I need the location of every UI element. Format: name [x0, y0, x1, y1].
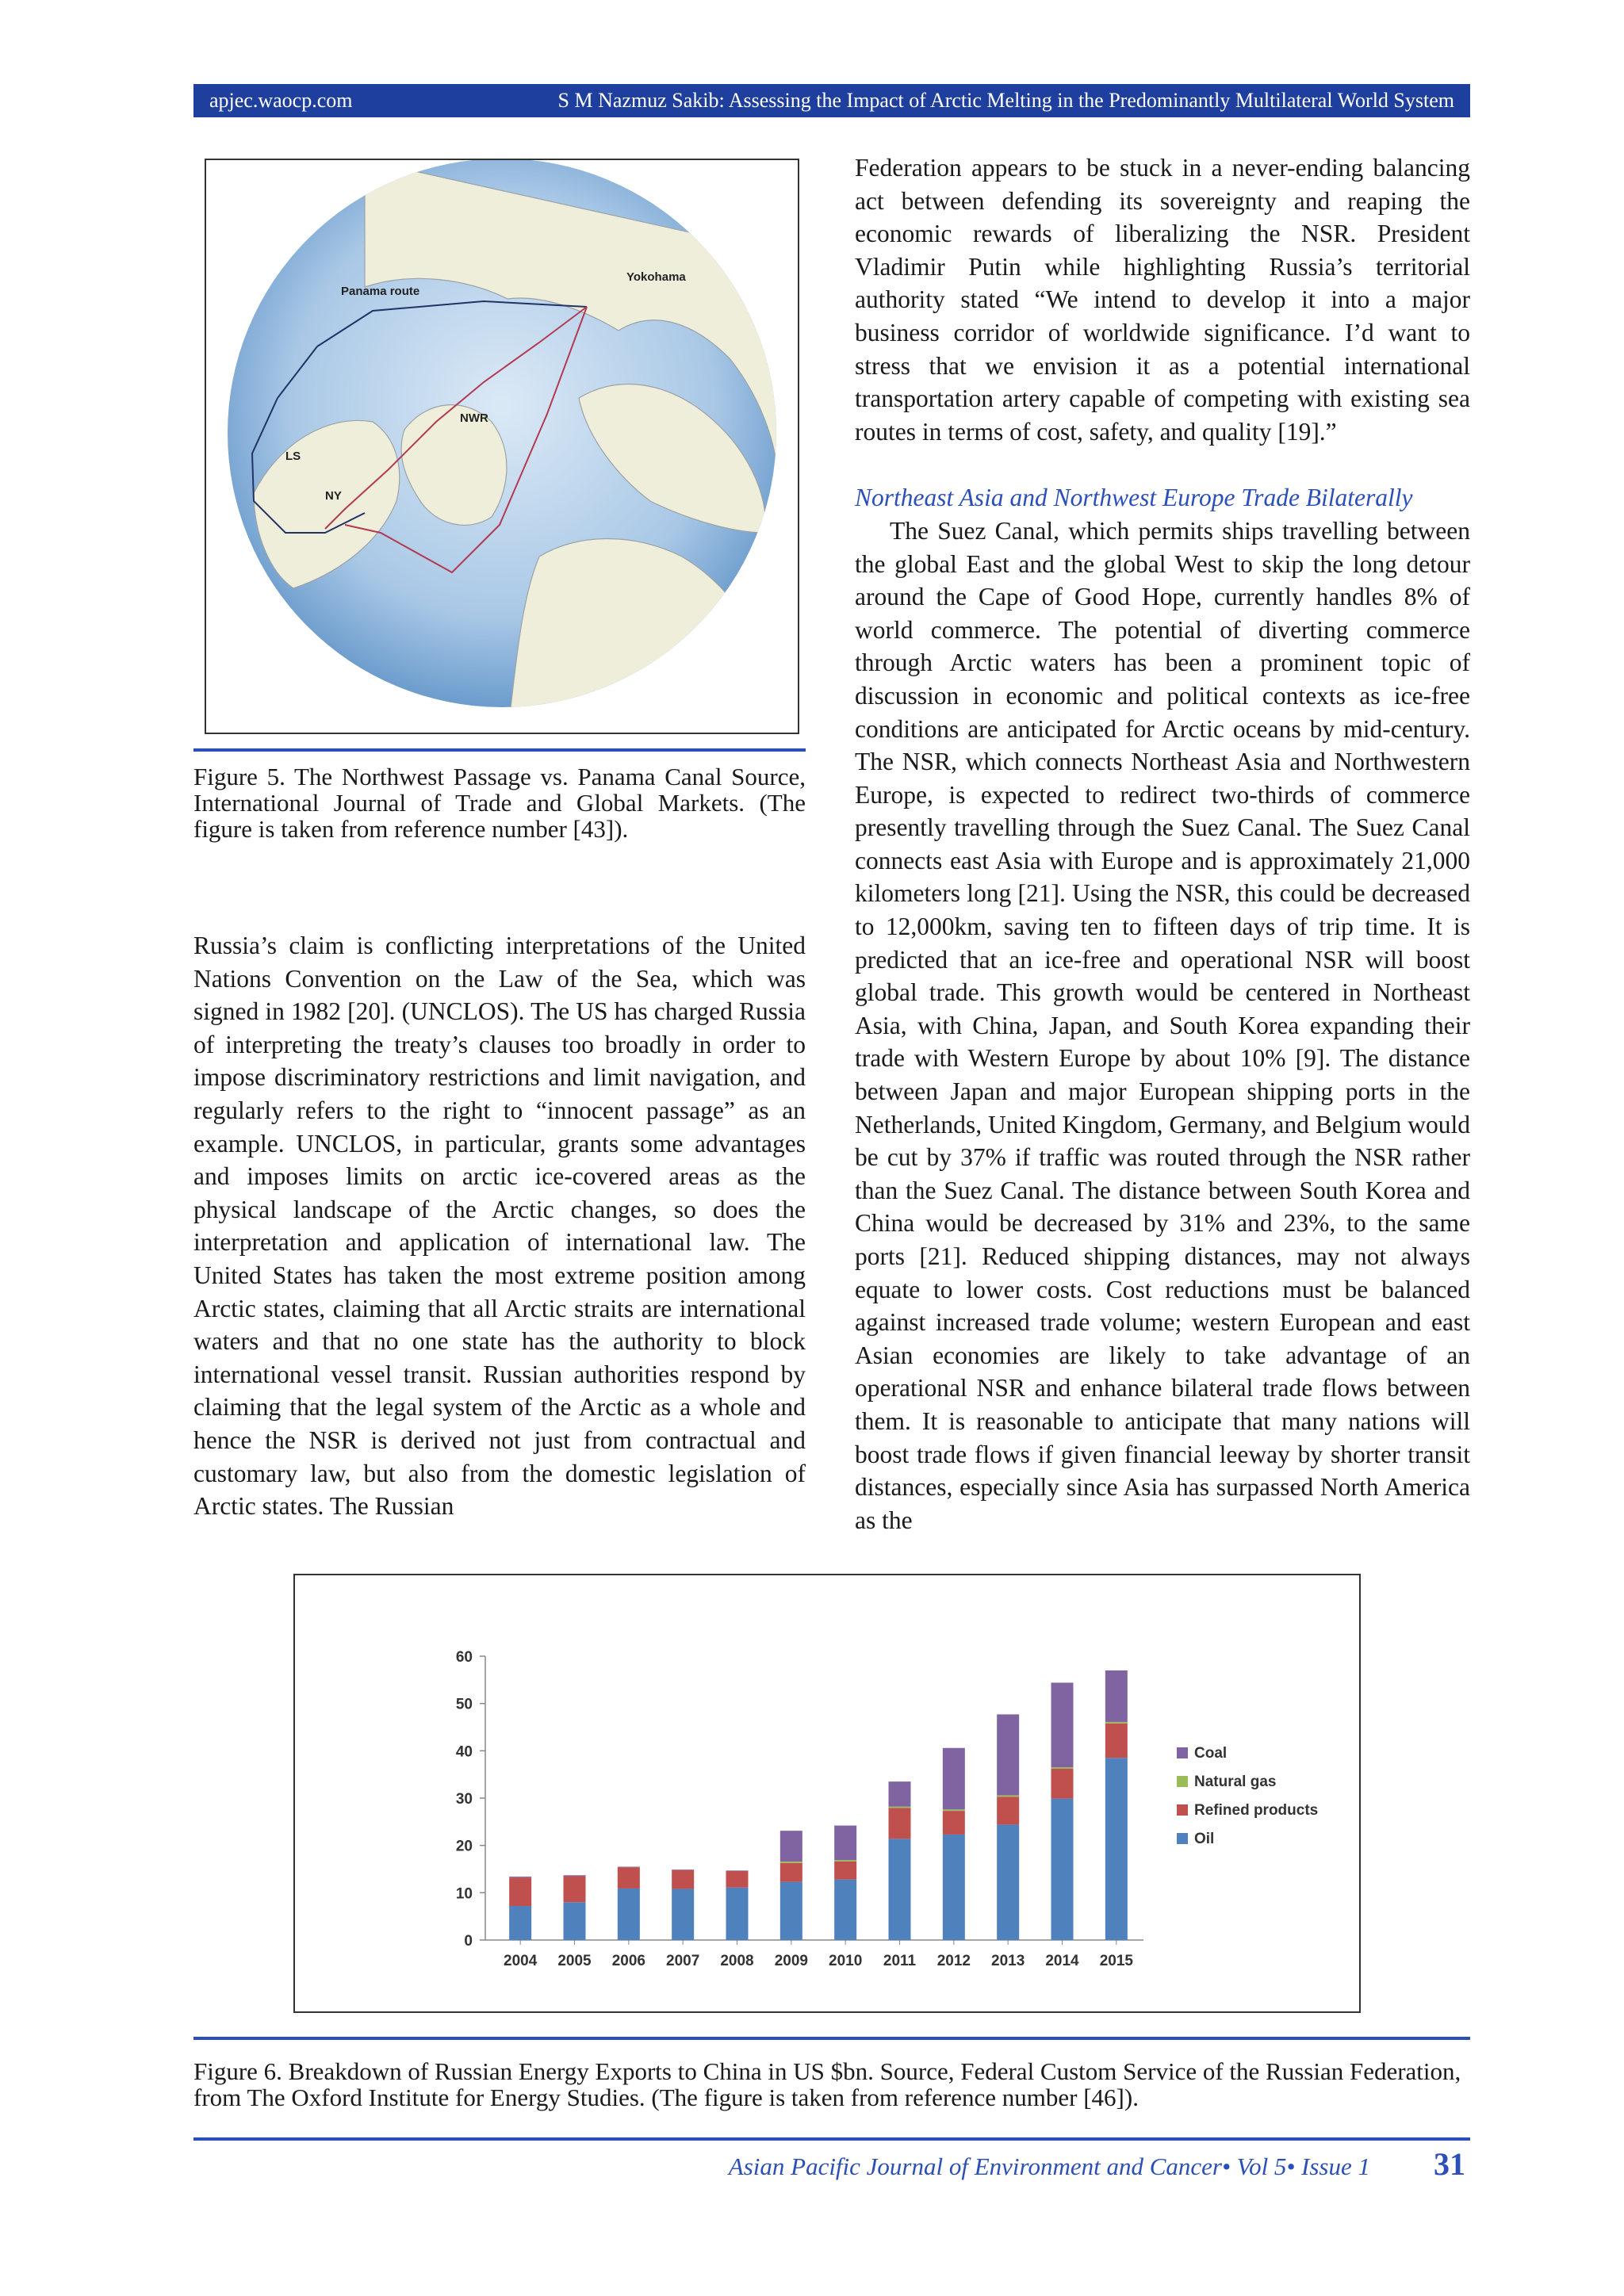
page-number: 31: [1434, 2146, 1465, 2182]
legend-label-coal: Coal: [1194, 1745, 1228, 1762]
figure6-caption: Figure 6. Breakdown of Russian Energy Exports to China in US $bn. Source, Federal Custom Service of the Russian Federation, from The Oxford Institute for Energy Studies. (The figure is taken from reference number [46]).: [193, 2057, 1461, 2111]
bar-oil-2008: [726, 1888, 749, 1940]
running-header: [193, 84, 1470, 117]
figure5-rule: [193, 748, 806, 752]
bar-refined-products-2007: [672, 1870, 694, 1889]
bar-refined-products-2008: [726, 1871, 749, 1888]
bar-refined-products-2004: [509, 1877, 531, 1906]
bar-oil-2013: [997, 1824, 1019, 1940]
header-site: apjec.waocp.com: [209, 89, 353, 112]
y-tick-label: 20: [455, 1838, 473, 1855]
label-yokohama: Yokohama: [626, 270, 686, 284]
bar-natural-gas-2014: [1051, 1767, 1074, 1769]
energy-exports-chart: [295, 1575, 1359, 2011]
label-nwr: NWR: [460, 411, 488, 425]
bar-oil-2014: [1051, 1799, 1074, 1940]
bar-natural-gas-2013: [997, 1795, 1019, 1797]
bar-refined-products-2015: [1105, 1724, 1128, 1758]
x-tick-label: 2004: [504, 1953, 538, 1969]
bar-refined-products-2005: [564, 1876, 586, 1902]
bar-oil-2012: [943, 1835, 965, 1940]
legend-label-natural-gas: Natural gas: [1194, 1774, 1277, 1790]
bar-coal-2015: [1105, 1670, 1128, 1722]
label-ny: NY: [325, 489, 342, 503]
right-column: [855, 151, 1470, 1536]
y-tick-label: 30: [455, 1791, 473, 1808]
bar-coal-2011: [889, 1781, 911, 1807]
bar-oil-2006: [618, 1888, 640, 1940]
legend-swatch-coal: [1177, 1747, 1188, 1758]
header-running-title: S M Nazmuz Sakib: Assessing the Impact of Arctic Melting in the Predominantly Multilateral World System: [557, 89, 1454, 112]
bar-refined-products-2009: [780, 1863, 802, 1882]
x-tick-label: 2013: [991, 1953, 1025, 1969]
legend-swatch-natural-gas: [1177, 1776, 1188, 1787]
y-tick-label: 40: [455, 1743, 473, 1761]
bar-natural-gas-2009: [780, 1862, 802, 1863]
x-tick-label: 2006: [611, 1953, 645, 1969]
bar-coal-2009: [780, 1831, 802, 1862]
bar-oil-2011: [889, 1839, 911, 1940]
y-tick-label: 0: [464, 1933, 473, 1950]
bar-coal-2007: [672, 1869, 694, 1870]
label-ls: LS: [285, 450, 301, 463]
bar-coal-2005: [564, 1875, 586, 1876]
bar-coal-2014: [1051, 1682, 1074, 1767]
bar-refined-products-2010: [834, 1862, 856, 1880]
bar-coal-2010: [834, 1826, 856, 1861]
bar-refined-products-2014: [1051, 1769, 1074, 1799]
bar-natural-gas-2015: [1105, 1722, 1128, 1724]
right-paragraph-2: The Suez Canal, which permits ships travelling between the global East and the global West to skip the long detour around the Cape of Good Hope, currently handles 8% of world commerce. The potential of diverting commerce through Arctic waters has been a prominent topic of discussion in economic and political contexts as ice-free conditions are anticipated for Arctic oceans by mid-century. The NSR, which connects Northeast Asia and Northwestern Europe, is expected to redirect two-thirds of commerce presently travelling through the Suez Canal. The Suez Canal connects east Asia with Europe and is approximately 21,000 kilometers long [21]. Using the NSR, this could be decreased to 12,000km, saving ten to fifteen days of trip time. It is predicted that an ice-free and operational NSR will boost global trade. This growth would be centered in Northeast Asia, with China, Japan, and South Korea expanding their trade with Western Europe by about 10% [9]. The distance between Japan and major European shipping ports in the Netherlands, United Kingdom, Germany, and Belgium would be cut by 37% if traffic was routed through the NSR rather than the Suez Canal. The distance between South Korea and China would be decreased by 31% and 23%, to the same ports [21]. Reduced shipping distances, may not always equate to lower costs. Cost reductions must be balanced against increased trade volume; western European and east Asian economies are likely to take advantage of an operational NSR and enhance bilateral trade flows between them. It is reasonable to anticipate that many nations will boost trade flows if given financial leeway by shorter transit distances, especially since Asia has surpassed North America as the: [855, 516, 1470, 1534]
legend-swatch-oil: [1177, 1833, 1188, 1844]
figure5-caption: Figure 5. The Northwest Passage vs. Panama Canal Source, International Journal of Trade and Global Markets. (The figure is taken from reference number [43]).: [193, 763, 806, 843]
bar-refined-products-2013: [997, 1797, 1019, 1824]
x-tick-label: 2015: [1099, 1953, 1133, 1969]
x-tick-label: 2007: [666, 1953, 700, 1969]
x-tick-label: 2009: [774, 1953, 808, 1969]
figure5-map: [205, 159, 799, 734]
legend-label-refined-products: Refined products: [1194, 1802, 1319, 1819]
y-tick-label: 50: [455, 1696, 473, 1713]
x-tick-label: 2008: [720, 1953, 754, 1969]
bar-oil-2007: [672, 1889, 694, 1940]
x-tick-label: 2005: [557, 1953, 592, 1969]
y-tick-label: 60: [455, 1649, 473, 1666]
bar-coal-2006: [618, 1867, 640, 1868]
bar-oil-2010: [834, 1880, 856, 1940]
bar-oil-2004: [509, 1906, 531, 1940]
bar-refined-products-2006: [618, 1867, 640, 1888]
figure6-rule-top: [193, 2037, 1470, 2040]
bar-oil-2015: [1105, 1758, 1128, 1940]
bar-coal-2008: [726, 1870, 749, 1871]
left-column: [193, 929, 806, 1523]
left-paragraph: Russia’s claim is conflicting interpretations of the United Nations Convention on the Law of the Sea, which was signed in 1982 [20]. (UNCLOS). The US has charged Russia of interpreting the treaty’s clauses too broadly in order to impose discriminatory restrictions and limit navigation, and regularly refers to the right to “innocent passage” as an example. UNCLOS, in particular, grants some advantages and imposes limits on arctic ice-covered areas as the physical landscape of the Arctic changes, so does the interpretation and application of international law. The United States has taken the most extreme position among Arctic states, claiming that all Arctic straits are international waters and that no one state has the authority to block international vessel transit. Russian authorities respond by claiming that the legal system of the Arctic as a whole and hence the NSR is derived not just from contractual and customary law, but also from the domestic legislation of Arctic states. The Russian: [193, 932, 806, 1521]
x-tick-label: 2011: [883, 1953, 917, 1969]
right-paragraph-1: Federation appears to be stuck in a never-ending balancing act between defending its sovereignty and reaping the economic rewards of liberalizing the NSR. President Vladimir Putin while highlighting Russia’s territorial authority stated “We intend to develop it into a major business corridor of worldwide significance. I’d want to stress that we envision it as a potential international transportation artery capable of competing with existing sea routes in terms of cost, safety, and quality [19].”: [855, 154, 1470, 446]
legend-swatch-refined-products: [1177, 1804, 1188, 1816]
figure6-chart: [293, 1574, 1361, 2013]
x-tick-label: 2012: [936, 1953, 971, 1969]
bar-refined-products-2012: [943, 1811, 965, 1835]
bar-oil-2005: [564, 1902, 586, 1940]
legend-label-oil: Oil: [1194, 1831, 1215, 1847]
section-subheading: Northeast Asia and Northwest Europe Trade Bilaterally: [855, 484, 1413, 512]
bar-coal-2012: [943, 1748, 965, 1810]
label-panama-route: Panama route: [341, 285, 420, 298]
bar-natural-gas-2012: [943, 1809, 965, 1811]
footer-journal: Asian Pacific Journal of Environment and Cancer• Vol 5• Issue 1: [728, 2152, 1370, 2180]
bar-natural-gas-2010: [834, 1860, 856, 1862]
figure6-rule-bottom: [193, 2137, 1470, 2141]
bar-coal-2013: [997, 1714, 1019, 1795]
bar-natural-gas-2011: [889, 1807, 911, 1808]
bar-refined-products-2011: [889, 1808, 911, 1839]
x-tick-label: 2014: [1045, 1953, 1079, 1969]
bar-oil-2009: [780, 1882, 802, 1940]
y-tick-label: 10: [455, 1885, 473, 1903]
arctic-globe: [206, 160, 798, 733]
x-tick-label: 2010: [829, 1953, 863, 1969]
